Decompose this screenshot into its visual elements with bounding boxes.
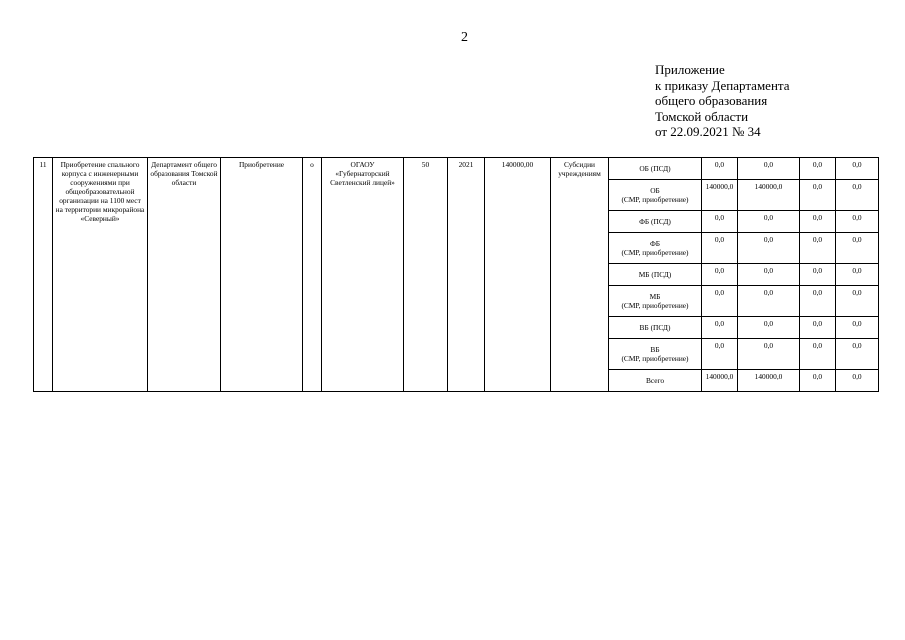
value-cell: 140000,0 xyxy=(738,370,800,392)
source-sub: (СМР, приобретение) xyxy=(621,301,689,310)
value-cell: 0,0 xyxy=(738,339,800,370)
cost-cell: 140000,00 xyxy=(485,158,551,392)
value-cell: 0,0 xyxy=(836,180,879,211)
value-cell: 0,0 xyxy=(836,233,879,264)
value-cell: 0,0 xyxy=(800,233,836,264)
value-cell: 140000,0 xyxy=(702,180,738,211)
source-sub: (СМР, приобретение) xyxy=(621,195,689,204)
value-cell: 0,0 xyxy=(836,211,879,233)
value-cell: 0,0 xyxy=(800,264,836,286)
work-type: Приобретение xyxy=(221,158,303,392)
department-name: Департамент общего образования Томской области xyxy=(148,158,221,392)
value-cell: 0,0 xyxy=(738,158,800,180)
funding-source xyxy=(609,339,702,370)
value-cell: 0,0 xyxy=(800,211,836,233)
value-cell: 0,0 xyxy=(702,317,738,339)
value-cell: 0,0 xyxy=(836,158,879,180)
appendix-header xyxy=(655,62,790,140)
source-label: Всего xyxy=(645,376,665,385)
funding-source xyxy=(609,264,702,286)
source-label: ОБ (ПСД) xyxy=(639,164,671,173)
value-cell: 0,0 xyxy=(738,233,800,264)
value-cell: 0,0 xyxy=(800,180,836,211)
value-cell: 0,0 xyxy=(702,286,738,317)
year-cell: 2021 xyxy=(448,158,485,392)
funding-source xyxy=(609,158,702,180)
appendix-line: Томской области xyxy=(655,108,749,124)
value-cell: 0,0 xyxy=(836,339,879,370)
page-number: 2 xyxy=(461,30,468,45)
row-index: 11 xyxy=(34,158,53,392)
funding-form: Субсидии учреждениям xyxy=(551,158,609,392)
value-cell: 0,0 xyxy=(800,370,836,392)
value-cell: 0,0 xyxy=(702,211,738,233)
value-cell: 0,0 xyxy=(836,370,879,392)
value-cell: 0,0 xyxy=(800,317,836,339)
value-cell: 0,0 xyxy=(836,317,879,339)
source-sub: (СМР, приобретение) xyxy=(621,354,689,363)
value-cell: 0,0 xyxy=(738,317,800,339)
value-cell: 0,0 xyxy=(836,286,879,317)
investment-table xyxy=(33,157,879,392)
value-cell: 140000,0 xyxy=(738,180,800,211)
funding-source xyxy=(609,286,702,317)
value-cell: 0,0 xyxy=(702,264,738,286)
value-cell: 0,0 xyxy=(702,158,738,180)
table-row xyxy=(34,158,879,180)
capacity-cell: 50 xyxy=(404,158,448,392)
funding-source-total xyxy=(609,370,702,392)
appendix-line: от 22.09.2021 № 34 xyxy=(655,124,761,139)
source-label: ВБ (ПСД) xyxy=(639,323,671,332)
source-label: ФБ xyxy=(649,239,661,248)
appendix-line: Приложение xyxy=(655,62,725,77)
funding-source xyxy=(609,233,702,264)
value-cell: 0,0 xyxy=(738,264,800,286)
source-label: МБ xyxy=(649,292,661,301)
value-cell: 0,0 xyxy=(702,233,738,264)
value-cell: 0,0 xyxy=(836,264,879,286)
source-label: МБ (ПСД) xyxy=(638,270,672,279)
funding-source xyxy=(609,211,702,233)
funding-source xyxy=(609,317,702,339)
value-cell: 0,0 xyxy=(800,286,836,317)
appendix-line: общего образования xyxy=(655,93,768,108)
organization-name: ОГАОУ «Губернаторский Светленский лицей» xyxy=(322,158,404,392)
funding-source xyxy=(609,180,702,211)
value-cell: 0,0 xyxy=(738,211,800,233)
source-label: ВБ xyxy=(650,345,660,354)
source-sub: (СМР, приобретение) xyxy=(621,248,689,257)
value-cell: 0,0 xyxy=(800,339,836,370)
value-cell: 0,0 xyxy=(800,158,836,180)
source-label: ФБ (ПСД) xyxy=(639,217,671,226)
flag-cell: о xyxy=(303,158,322,392)
value-cell: 0,0 xyxy=(702,339,738,370)
object-name: Приобретение спального корпуса с инженерными сооружениями при общеобразовательной организации на 1100 мест на территории микрорайона «Северный» xyxy=(53,158,148,392)
source-label: ОБ xyxy=(650,186,660,195)
value-cell: 0,0 xyxy=(738,286,800,317)
value-cell: 140000,0 xyxy=(702,370,738,392)
appendix-line: к приказу Департамента xyxy=(655,77,790,93)
